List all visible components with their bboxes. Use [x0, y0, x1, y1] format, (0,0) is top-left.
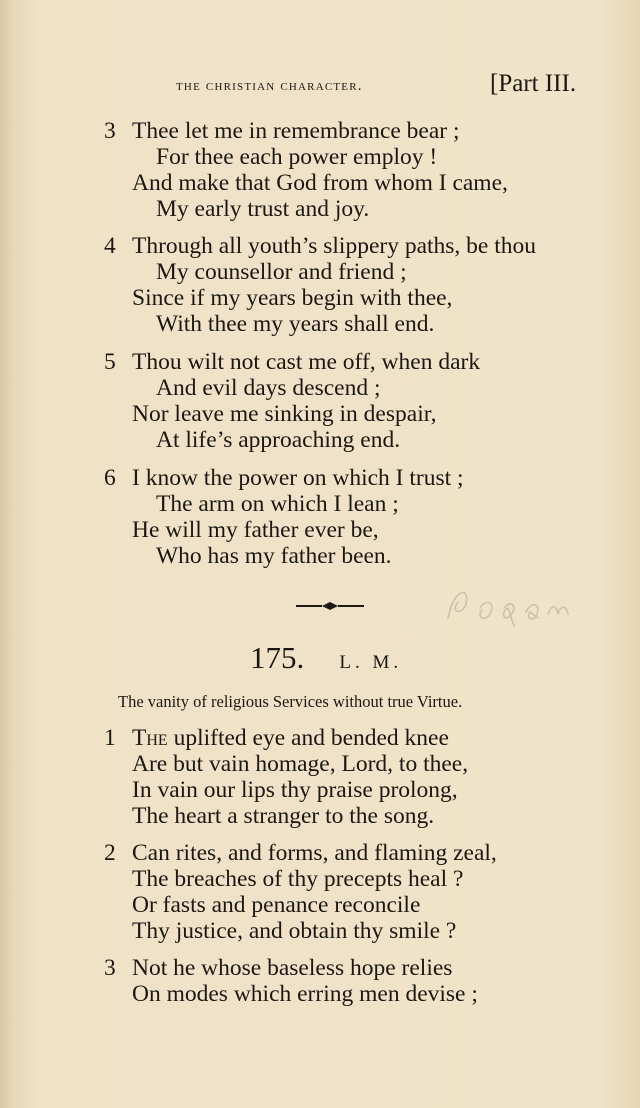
verse-line: Thee let me in remembrance bear ;: [132, 118, 460, 144]
verse-line: Are but vain homage, Lord, to thee,: [132, 751, 469, 777]
hymn-subtitle: The vanity of religious Services without true Virtue.: [118, 692, 463, 711]
verse-line: Through all youth’s slippery paths, be thou: [132, 233, 537, 259]
stanza-number: 2: [104, 840, 116, 866]
running-header: [0, 72, 640, 102]
stanza-number: 5: [104, 349, 116, 375]
verse-line: Nor leave me sinking in despair,: [132, 401, 437, 427]
hymn-meter: L. M.: [339, 652, 403, 673]
verse-line: In vain our lips thy praise prolong,: [132, 777, 458, 803]
hymn-number: 175.: [250, 640, 305, 675]
stanza-number: 4: [104, 233, 116, 259]
verse-line: And make that God from whom I came,: [132, 170, 508, 196]
verse-line: Not he whose baseless hope relies: [132, 955, 453, 981]
verse-line: With thee my years shall end.: [156, 311, 435, 337]
verse-line: Or fasts and penance reconcile: [132, 892, 421, 918]
running-title: the christian character.: [176, 78, 363, 94]
verse-line: And evil days descend ;: [156, 375, 381, 401]
stanza-number: 3: [104, 118, 116, 144]
verse-line: Can rites, and forms, and flaming zeal,: [132, 840, 497, 866]
verse-line: On modes which erring men devise ;: [132, 981, 478, 1007]
stanza-number: 6: [104, 465, 116, 491]
verse-line: My counsellor and friend ;: [156, 259, 407, 285]
stanza-number: 3: [104, 955, 116, 981]
first-word: The: [132, 725, 168, 751]
stanza-number: 1: [104, 725, 116, 751]
hymn-heading: [250, 640, 402, 676]
verse-line: He will my father ever be,: [132, 517, 379, 543]
verse-line: For thee each power employ !: [156, 144, 438, 170]
verse-line: Since if my years begin with thee,: [132, 285, 453, 311]
part-label: [Part III.: [490, 70, 577, 97]
verse-line-rest: uplifted eye and bended knee: [167, 725, 449, 751]
verse-line: The breaches of thy precepts heal ?: [132, 866, 464, 892]
verse-line: Who has my father been.: [156, 543, 392, 569]
verse-line: Thy justice, and obtain thy smile ?: [132, 918, 457, 944]
verse-line: Thou wilt not cast me off, when dark: [132, 349, 481, 375]
verse-line: [132, 725, 449, 751]
section-divider-ornament: [296, 600, 364, 612]
verse-line: The heart a stranger to the song.: [132, 803, 435, 829]
verse-line: I know the power on which I trust ;: [132, 465, 464, 491]
verse-line: At life’s approaching end.: [156, 427, 401, 453]
verse-line: My early trust and joy.: [156, 196, 370, 222]
pencil-mark: [440, 578, 590, 634]
verse-line: The arm on which I lean ;: [156, 491, 399, 517]
